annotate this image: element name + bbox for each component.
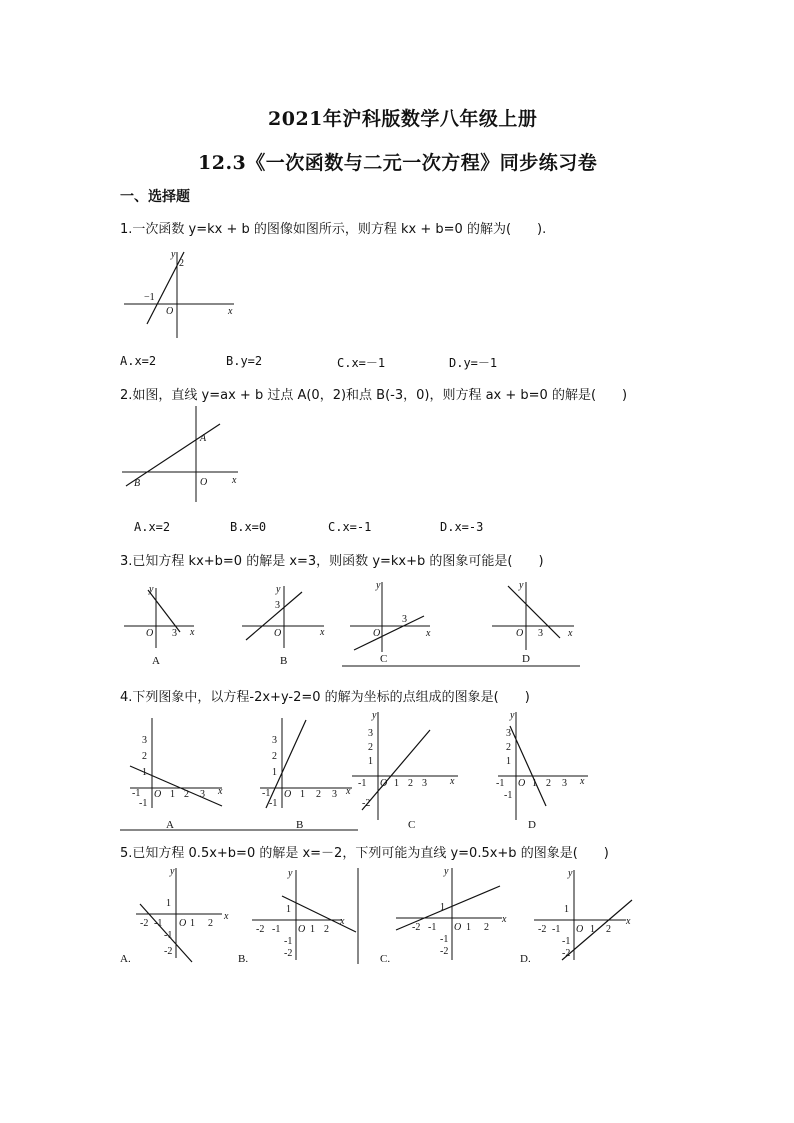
svg-text:y: y [510, 710, 515, 721]
q5-graph-a [120, 866, 229, 965]
section-heading: 一、选择题 [120, 189, 190, 205]
svg-text:-2: -2 [412, 922, 421, 933]
svg-text:y: y [519, 580, 524, 591]
q3-graph-d [492, 580, 574, 665]
svg-text:x: x [340, 916, 345, 927]
svg-text:y: y [444, 866, 449, 877]
svg-text:3: 3 [275, 600, 280, 611]
svg-text:3: 3 [562, 778, 567, 789]
svg-text:1: 1 [590, 924, 595, 935]
svg-text:2: 2 [506, 742, 511, 753]
q3-caption-b: B [280, 655, 288, 667]
svg-text:-2: -2 [440, 946, 449, 957]
svg-text:y: y [376, 580, 381, 591]
svg-text:2: 2 [606, 924, 611, 935]
title-line-2: 12.3《一次函数与二元一次方程》同步练习卷 [198, 152, 598, 174]
svg-text:y: y [568, 868, 573, 879]
q4-graph-d [496, 710, 588, 831]
svg-text:1: 1 [394, 778, 399, 789]
svg-text:2: 2 [484, 922, 489, 933]
svg-text:3: 3 [332, 789, 337, 800]
svg-text:1: 1 [300, 789, 305, 800]
svg-text:-2: -2 [256, 924, 265, 935]
svg-text:O: O [298, 924, 306, 935]
q2-option-c[interactable]: C.x=-1 [328, 520, 372, 534]
q5-graph-b [238, 868, 356, 965]
svg-text:1: 1 [564, 904, 569, 915]
svg-text:-1: -1 [164, 930, 173, 941]
svg-text:3: 3 [200, 789, 205, 800]
q5-caption-a: A. [120, 953, 131, 965]
svg-text:1: 1 [142, 767, 147, 778]
q5-graph-d [520, 868, 632, 965]
q3-c-line [354, 616, 424, 650]
svg-text:-1: -1 [552, 924, 561, 935]
svg-text:3: 3 [538, 628, 543, 639]
svg-text:x: x [190, 627, 195, 638]
q4-caption-a: A [166, 819, 174, 831]
svg-text:1: 1 [286, 904, 291, 915]
q4-d-line [510, 726, 546, 806]
svg-text:y: y [288, 868, 293, 879]
q3-caption-c: C [380, 653, 388, 665]
q2-point-a-label: A [200, 433, 207, 444]
svg-text:x: x [568, 628, 573, 639]
q4-caption-d: D [528, 819, 536, 831]
question-2-stem: 2.如图，直线 y=ax + b 过点 A(0，2)和点 B(-3，0)，则方程 ax + b=0 的解是( ) [120, 388, 628, 403]
q1-label-neg1: −1 [144, 292, 155, 303]
svg-text:O: O [518, 778, 526, 789]
svg-text:-2: -2 [538, 924, 547, 935]
q2-option-a[interactable]: A.x=2 [134, 520, 171, 534]
svg-text:-1: -1 [132, 788, 141, 799]
svg-text:x: x [450, 776, 455, 787]
svg-text:1: 1 [166, 898, 171, 909]
svg-text:3: 3 [142, 735, 147, 746]
svg-text:O: O [154, 789, 162, 800]
svg-text:2: 2 [184, 789, 189, 800]
q3-caption-a: A [152, 655, 160, 667]
q2-origin-label: O [200, 477, 208, 488]
svg-text:O: O [454, 922, 462, 933]
svg-text:1: 1 [466, 922, 471, 933]
svg-text:-1: -1 [504, 790, 513, 801]
svg-text:y: y [276, 584, 281, 595]
svg-text:3: 3 [402, 614, 407, 625]
svg-text:1: 1 [506, 756, 511, 767]
svg-text:-1: -1 [262, 788, 271, 799]
question-1-stem: 1.一次函数 y=kx + b 的图像如图所示，则方程 kx + b=0 的解为( ). [120, 222, 547, 237]
q4-graph-c [352, 710, 458, 831]
svg-text:-2: -2 [140, 918, 149, 929]
svg-text:y: y [170, 866, 175, 877]
svg-text:2: 2 [324, 924, 329, 935]
svg-text:2: 2 [546, 778, 551, 789]
svg-text:-2: -2 [164, 946, 173, 957]
svg-text:x: x [502, 914, 507, 925]
svg-text:x: x [346, 786, 351, 797]
question-4-graphs [118, 708, 598, 832]
svg-text:x: x [580, 776, 585, 787]
svg-text:2: 2 [368, 742, 373, 753]
svg-text:3: 3 [368, 728, 373, 739]
q4-caption-b: B [296, 819, 304, 831]
question-1-graph [120, 248, 240, 340]
svg-text:-1: -1 [269, 798, 278, 809]
svg-text:-1: -1 [272, 924, 281, 935]
title-line-1: 2021年沪科版数学八年级上册 [268, 108, 538, 130]
question-3-stem: 3.已知方程 kx+b=0 的解是 x=3，则函数 y=kx+b 的图象可能是( ) [120, 554, 544, 569]
svg-text:2: 2 [408, 778, 413, 789]
svg-text:1: 1 [368, 756, 373, 767]
svg-text:x: x [626, 916, 631, 927]
svg-text:O: O [179, 918, 187, 929]
svg-text:O: O [576, 924, 584, 935]
q1-y-label: y [171, 249, 176, 260]
q1-option-b[interactable]: B.y=2 [226, 354, 263, 368]
svg-text:O: O [146, 628, 154, 639]
question-5-stem: 5.已知方程 0.5x+b=0 的解是 x=－2，下列可能为直线 y=0.5x+b 的图象是( ) [120, 846, 609, 861]
q2-option-d[interactable]: D.x=-3 [440, 520, 484, 534]
svg-text:-1: -1 [562, 936, 571, 947]
question-5-graphs [118, 864, 638, 970]
q5-graph-c [380, 866, 507, 965]
svg-text:3: 3 [422, 778, 427, 789]
q1-option-c[interactable]: C.x=－1 [337, 356, 386, 370]
svg-text:3: 3 [506, 728, 511, 739]
svg-text:x: x [224, 911, 229, 922]
svg-text:2: 2 [142, 751, 147, 762]
svg-text:x: x [426, 628, 431, 639]
svg-text:-1: -1 [139, 798, 148, 809]
q1-origin-label: O [166, 306, 174, 317]
svg-text:1: 1 [272, 767, 277, 778]
svg-text:y: y [149, 584, 154, 595]
svg-text:1: 1 [440, 902, 445, 913]
svg-text:O: O [284, 789, 292, 800]
svg-text:1: 1 [190, 918, 195, 929]
svg-text:y: y [372, 710, 377, 721]
question-4-stem: 4.下列图象中，以方程-2x+y-2=0 的解为坐标的点组成的图象是( ) [120, 690, 530, 705]
q1-label-2: 2 [179, 258, 184, 269]
svg-text:x: x [218, 786, 223, 797]
svg-text:1: 1 [170, 789, 175, 800]
q2-option-b[interactable]: B.x=0 [230, 520, 267, 534]
svg-text:-2: -2 [562, 948, 571, 959]
svg-text:1: 1 [310, 924, 315, 935]
svg-text:O: O [373, 628, 381, 639]
q5-caption-c: C. [380, 953, 391, 965]
q4-graph-a [130, 718, 223, 831]
question-3-graphs [118, 580, 588, 670]
q4-caption-c: C [408, 819, 416, 831]
svg-text:O: O [274, 628, 282, 639]
q1-option-a[interactable]: A.x=2 [120, 354, 157, 368]
q1-option-d[interactable]: D.y=－1 [449, 356, 498, 370]
svg-text:-2: -2 [284, 948, 293, 959]
svg-text:-1: -1 [496, 778, 505, 789]
q3-graph-a [124, 584, 195, 667]
svg-text:O: O [380, 778, 388, 789]
svg-text:O: O [516, 628, 524, 639]
q3-graph-b [242, 584, 325, 667]
svg-text:-1: -1 [284, 936, 293, 947]
q3-caption-d: D [522, 653, 530, 665]
q4-graph-b [260, 718, 352, 831]
svg-text:-1: -1 [154, 918, 163, 929]
question-2-graph [120, 404, 250, 504]
svg-text:3: 3 [272, 735, 277, 746]
q5-b-line [282, 896, 356, 932]
svg-text:-1: -1 [358, 778, 367, 789]
svg-text:-2: -2 [362, 798, 371, 809]
svg-text:-1: -1 [440, 934, 449, 945]
svg-text:2: 2 [272, 751, 277, 762]
q1-x-label: x [228, 306, 233, 317]
q2-x-label: x [232, 475, 237, 486]
svg-text:2: 2 [316, 789, 321, 800]
svg-text:x: x [320, 627, 325, 638]
svg-text:-1: -1 [428, 922, 437, 933]
q5-caption-b: B. [238, 953, 249, 965]
q5-caption-d: D. [520, 953, 531, 965]
q2-point-b-label: B [134, 478, 141, 489]
q5-d-line [562, 900, 632, 960]
svg-text:3: 3 [172, 628, 177, 639]
svg-text:2: 2 [208, 918, 213, 929]
svg-text:1: 1 [532, 778, 537, 789]
